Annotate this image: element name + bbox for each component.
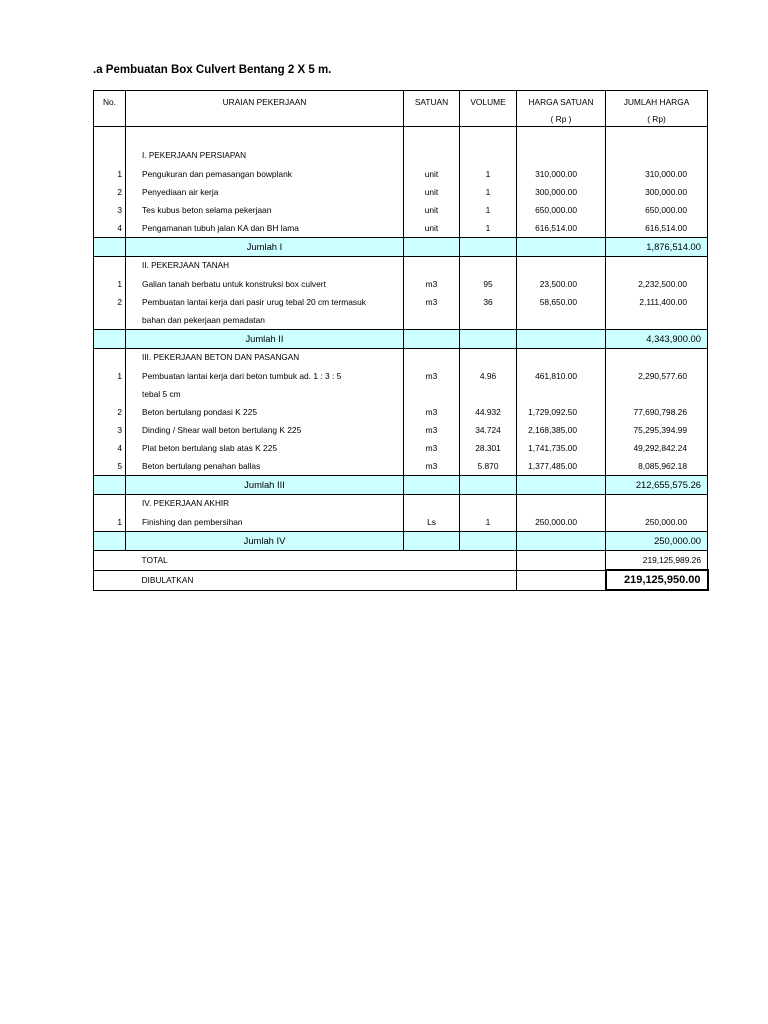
item-unit-price: 310,000.00 [517,165,606,183]
item-unit-price [517,311,606,330]
table-row [94,421,708,439]
item-unit-price [517,385,606,403]
item-total-price: 300,000.00 [606,183,708,201]
item-no: 1 [94,165,126,183]
item-description: Pembuatan lantai kerja dari pasir urug tebal 20 cm termasuk [126,293,404,311]
item-unit: m3 [404,439,460,457]
item-unit: m3 [404,275,460,293]
spacer-row [94,127,708,148]
table-header-row [94,91,708,113]
table-row [94,439,708,457]
rounded-value: 219,125,950.00 [606,570,708,590]
subtotal-label: Jumlah I [126,238,404,257]
item-unit-price: 23,500.00 [517,275,606,293]
item-unit-price: 2,168,385.00 [517,421,606,439]
item-description: Galian tanah berbatu untuk konstruksi box culvert [126,275,404,293]
item-unit: m3 [404,403,460,421]
header-uraian: URAIAN PEKERJAAN [126,91,404,113]
section-title: IV. PEKERJAAN AKHIR [126,495,404,514]
total-label: TOTAL [126,551,404,571]
total-row [94,551,708,571]
header-jumlah-harga: JUMLAH HARGA [606,91,708,113]
item-description: Penyediaan air kerja [126,183,404,201]
item-volume: 5.870 [460,457,517,476]
item-no: 3 [94,421,126,439]
table-header-unit-row [94,112,708,127]
header-jumlah-harga-unit: ( Rp) [606,112,708,127]
item-total-price: 75,295,394.99 [606,421,708,439]
item-total-price: 49,292,842.24 [606,439,708,457]
item-unit-price: 58,650.00 [517,293,606,311]
item-description: Finishing dan pembersihan [126,513,404,532]
rounded-label: DIBULATKAN [126,570,404,590]
table-row [94,513,708,532]
item-volume: 1 [460,201,517,219]
subtotal-label: Jumlah IV [126,532,404,551]
item-total-price: 250,000.00 [606,513,708,532]
item-unit: m3 [404,421,460,439]
item-description: Pengukuran dan pemasangan bowplank [126,165,404,183]
item-description: Plat beton bertulang slab atas K 225 [126,439,404,457]
item-unit-price: 250,000.00 [517,513,606,532]
header-harga-satuan: HARGA SATUAN [517,91,606,113]
item-total-price: 310,000.00 [606,165,708,183]
item-unit: unit [404,219,460,238]
item-volume: 4.96 [460,367,517,385]
item-description: Pengamanan tubuh jalan KA dan BH lama [126,219,404,238]
table-row [94,403,708,421]
item-unit: Ls [404,513,460,532]
header-volume: VOLUME [460,91,517,113]
table-row [94,457,708,476]
document-title: .a Pembuatan Box Culvert Bentang 2 X 5 m. [93,64,332,76]
table-row [94,219,708,238]
item-total-price: 2,290,577.60 [606,367,708,385]
item-description: tebal 5 cm [126,385,404,403]
section-title-row [94,495,708,514]
item-no: 1 [94,367,126,385]
subtotal-row [94,330,708,349]
item-no: 3 [94,201,126,219]
item-total-price: 2,111,400.00 [606,293,708,311]
item-unit: m3 [404,367,460,385]
table-row [94,311,708,330]
item-total-price: 8,085,962.18 [606,457,708,476]
cost-estimate-table [93,90,709,591]
item-volume: 1 [460,183,517,201]
table-row [94,385,708,403]
section-title: I. PEKERJAAN PERSIAPAN [126,147,404,165]
subtotal-row [94,238,708,257]
item-volume: 95 [460,275,517,293]
subtotal-row [94,476,708,495]
item-no [94,311,126,330]
item-unit-price: 461,810.00 [517,367,606,385]
item-volume: 1 [460,165,517,183]
item-total-price: 2,232,500.00 [606,275,708,293]
item-volume: 1 [460,513,517,532]
item-volume [460,385,517,403]
header-harga-satuan-unit: ( Rp ) [517,112,606,127]
table-row [94,367,708,385]
table-row [94,275,708,293]
subtotal-value: 250,000.00 [606,532,708,551]
table-body [94,91,708,591]
item-unit: unit [404,201,460,219]
item-volume: 34.724 [460,421,517,439]
subtotal-label: Jumlah III [126,476,404,495]
item-unit: m3 [404,293,460,311]
header-no: No. [94,91,126,113]
item-no: 4 [94,439,126,457]
item-no: 5 [94,457,126,476]
item-total-price: 616,514.00 [606,219,708,238]
item-no: 2 [94,183,126,201]
item-no: 4 [94,219,126,238]
item-volume: 28.301 [460,439,517,457]
section-title-row [94,349,708,368]
item-no: 2 [94,403,126,421]
rounded-total-row [94,570,708,590]
section-title-row [94,147,708,165]
subtotal-row [94,532,708,551]
item-unit [404,311,460,330]
section-title: III. PEKERJAAN BETON DAN PASANGAN [126,349,404,368]
item-volume: 36 [460,293,517,311]
item-total-price [606,311,708,330]
total-value: 219,125,989.26 [606,551,708,571]
item-unit-price: 616,514.00 [517,219,606,238]
item-no: 1 [94,275,126,293]
item-no: 1 [94,513,126,532]
item-no [94,385,126,403]
item-volume [460,311,517,330]
item-total-price: 650,000.00 [606,201,708,219]
item-unit-price: 1,377,485.00 [517,457,606,476]
item-unit: m3 [404,457,460,476]
item-no: 2 [94,293,126,311]
subtotal-value: 1,876,514.00 [606,238,708,257]
item-description: bahan dan pekerjaan pemadatan [126,311,404,330]
subtotal-value: 4,343,900.00 [606,330,708,349]
item-unit: unit [404,183,460,201]
section-title-row [94,257,708,276]
item-unit [404,385,460,403]
item-unit: unit [404,165,460,183]
item-volume: 1 [460,219,517,238]
item-volume: 44.932 [460,403,517,421]
table-row [94,183,708,201]
subtotal-label: Jumlah II [126,330,404,349]
item-description: Beton bertulang pondasi K 225 [126,403,404,421]
table-row [94,201,708,219]
item-unit-price: 1,741,735.00 [517,439,606,457]
item-description: Dinding / Shear wall beton bertulang K 225 [126,421,404,439]
section-title: II. PEKERJAAN TANAH [126,257,404,276]
subtotal-value: 212,655,575.26 [606,476,708,495]
item-total-price [606,385,708,403]
table-row [94,293,708,311]
item-unit-price: 300,000.00 [517,183,606,201]
item-description: Beton bertulang penahan ballas [126,457,404,476]
item-unit-price: 1,729,092.50 [517,403,606,421]
header-satuan: SATUAN [404,91,460,113]
table-row [94,165,708,183]
item-description: Pembuatan lantai kerja dari beton tumbuk ad. 1 : 3 : 5 [126,367,404,385]
item-total-price: 77,690,798.26 [606,403,708,421]
item-description: Tes kubus beton selama pekerjaan [126,201,404,219]
item-unit-price: 650,000.00 [517,201,606,219]
